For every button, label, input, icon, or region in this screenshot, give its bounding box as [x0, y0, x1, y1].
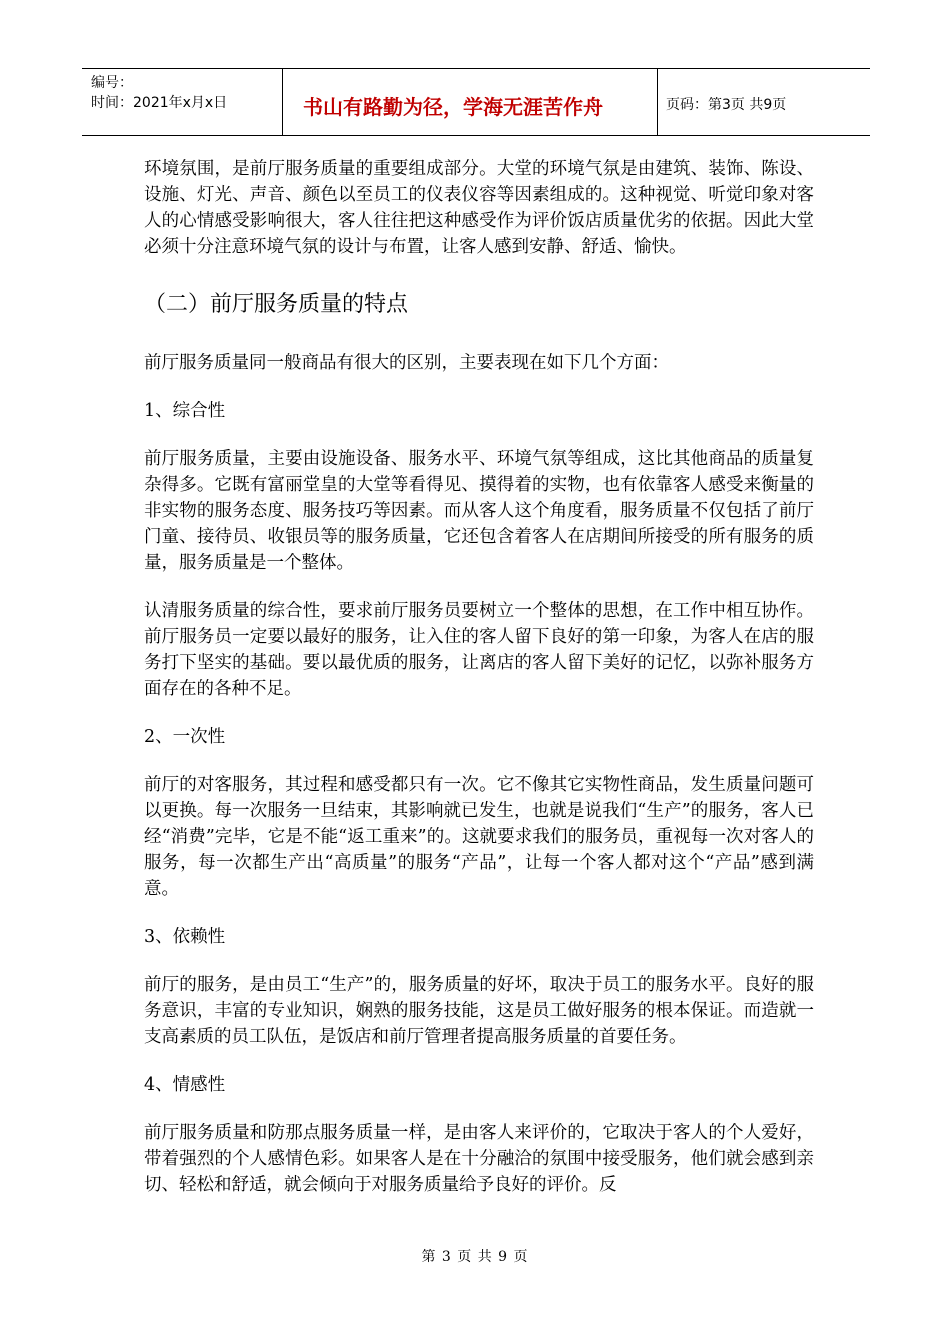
paragraph-dependency: 前厅的服务，是由员工“生产”的，服务质量的好坏，取决于员工的服务水平。良好的服务意识，丰富的专业知识，娴熟的服务技能，这是员工做好服务的根本保证。而造就一支高素质的员工队伍，是饭店和前厅管理者提高服务质量的首要任务。: [144, 975, 814, 1047]
header-motto: 书山有路勤为径，学海无涯苦作舟: [303, 95, 603, 119]
paragraph-one-time: 前厅的对客服务，其过程和感受都只有一次。它不像其它实物性商品，发生质量问题可以更换。每一次服务一旦结束，其影响就已发生，也就是说我们“生产”的服务，客人已经“消费”完毕，它是不能“返工重来”的。这就要求我们的服务员，重视每一次对客人的服务，每一次都生产出“高质量”的服务“产品”，让每一个客人都对这个“产品”感到满意。: [144, 775, 814, 899]
document-date: 时间：2021年x月x日: [91, 95, 228, 111]
subsection-title-comprehensive: 1、综合性: [144, 401, 226, 421]
page-footer: 第 3 页 共 9 页: [421, 1249, 529, 1265]
paragraph-intro: 前厅服务质量同一般商品有很大的区别，主要表现在如下几个方面：: [144, 353, 669, 373]
paragraph-emotional: 前厅服务质量和防那点服务质量一样，是由客人来评价的，它取决于客人的个人爱好，带着强烈的个人感情色彩。如果客人是在十分融洽的氛围中接受服务，他们就会感到亲切、轻松和舒适，就会倾向于对服务质量给予良好的评价。反: [144, 1123, 814, 1195]
document-body: [144, 156, 814, 1220]
header-page-code: 页码：第3页 共9页: [666, 97, 787, 113]
subsection-title-emotional: 4、情感性: [144, 1075, 226, 1095]
paragraph-environment: 环境氛围，是前厅服务质量的重要组成部分。大堂的环境气氛是由建筑、装饰、陈设、设施、灯光、声音、颜色以至员工的仪表仪容等因素组成的。这种视觉、听觉印象对客人的心情感受影响很大，客人往往把这种感受作为评价饭店质量优劣的依据。因此大堂必须十分注意环境气氛的设计与布置，让客人感到安静、舒适、愉快。: [144, 159, 814, 257]
paragraph-comprehensive-2: 认清服务质量的综合性，要求前厅服务员要树立一个整体的思想，在工作中相互协作。前厅服务员一定要以最好的服务，让入住的客人留下良好的第一印象，为客人在店的服务打下坚实的基础。要以最优质的服务，让离店的客人留下美好的记忆，以弥补服务方面存在的各种不足。: [144, 601, 814, 699]
document-number-label: 编号：: [91, 75, 133, 91]
subsection-title-one-time: 2、一次性: [144, 727, 226, 747]
section-heading: （二）前厅服务质量的特点: [144, 292, 409, 317]
header-motto-cell: [282, 69, 658, 135]
paragraph-comprehensive-1: 前厅服务质量，主要由设施设备、服务水平、环境气氛等组成，这比其他商品的质量复杂得多。它既有富丽堂皇的大堂等看得见、摸得着的实物，也有依靠客人感受来衡量的非实物的服务态度、服务技巧等因素。而从客人这个角度看，服务质量不仅包括了前厅门童、接待员、收银员等的服务质量，它还包含着客人在店期间所接受的所有服务的质量，服务质量是一个整体。: [144, 449, 814, 573]
subsection-title-dependency: 3、依赖性: [144, 927, 226, 947]
header-meta: [82, 69, 282, 135]
header-page-code-cell: [658, 69, 870, 135]
document-header: [82, 68, 870, 136]
